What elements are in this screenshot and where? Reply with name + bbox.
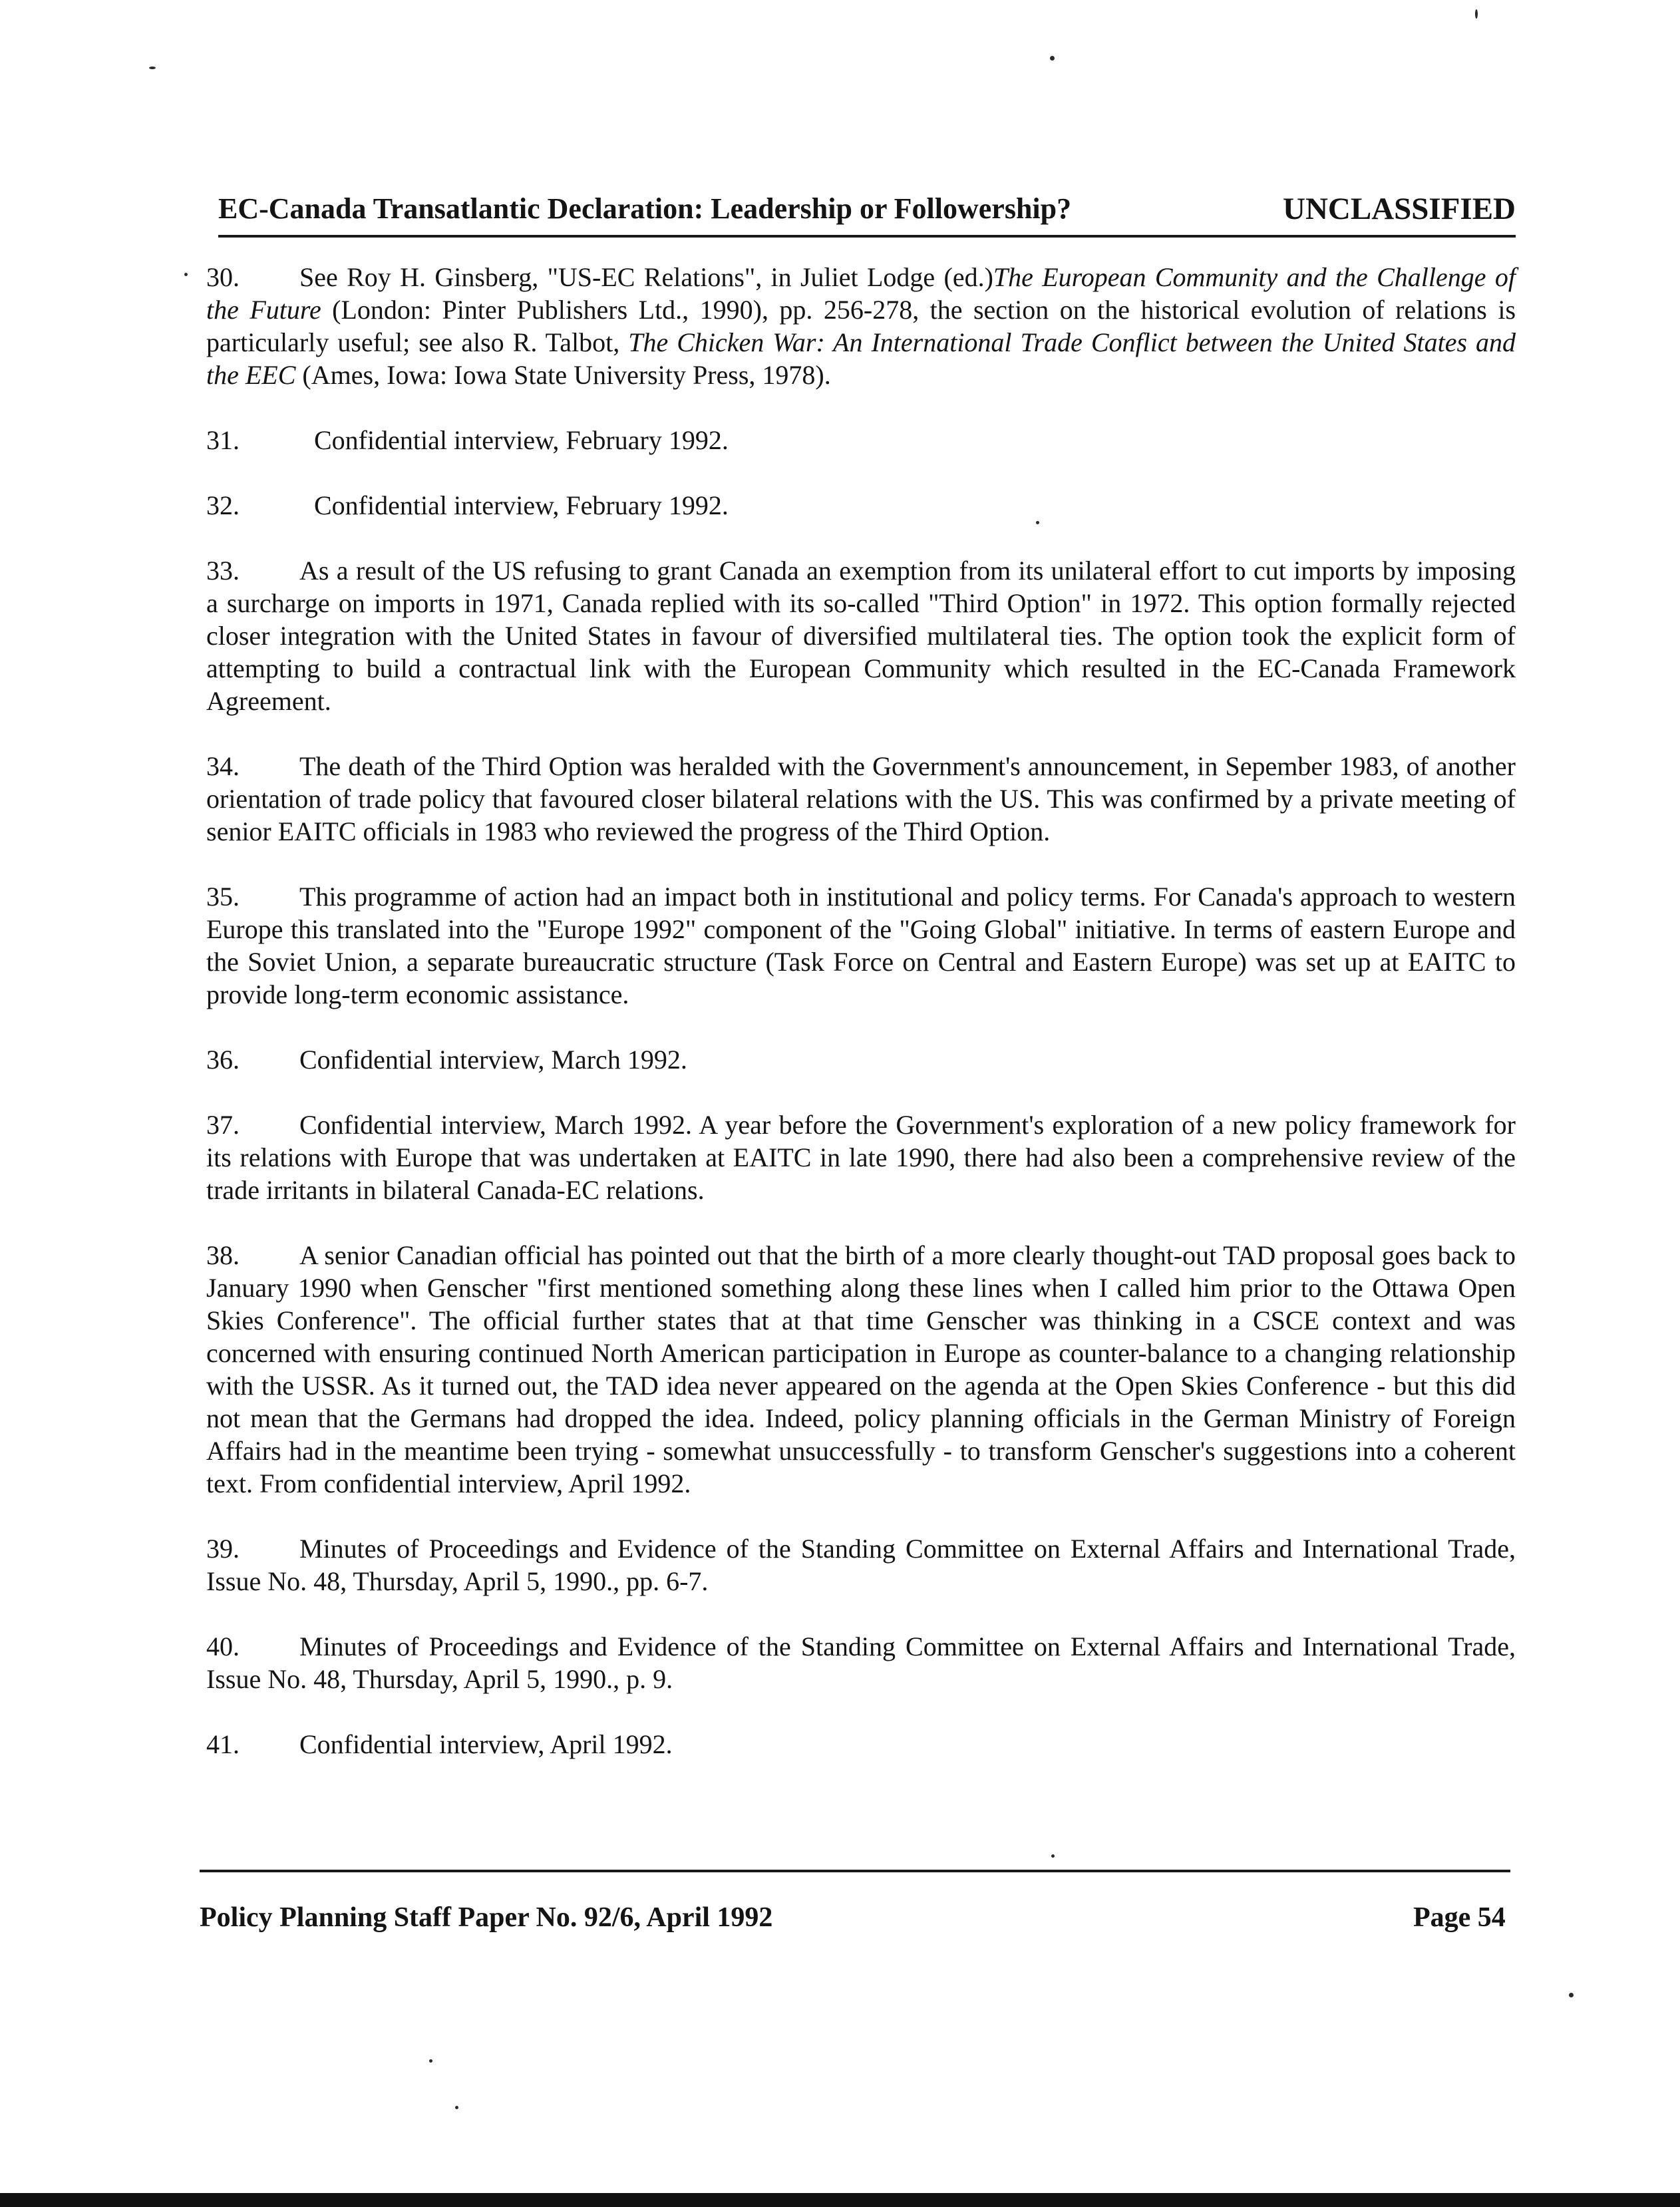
- endnote-number: 34.: [206, 751, 240, 781]
- endnote-text: Minutes of Proceedings and Evidence of the Standing Committee on External Affairs and International Trade, Issue No. 48, Thursday, April 5, 1990., p. 9.: [206, 1631, 1516, 1694]
- endnote-30: [206, 261, 1516, 391]
- scan-speck: [1475, 9, 1478, 19]
- endnote-40: [206, 1630, 1516, 1695]
- endnote-33: [206, 554, 1516, 717]
- scan-speck: [149, 67, 156, 69]
- endnote-number: 30.: [206, 262, 240, 292]
- scan-bottom-edge: [0, 2193, 1680, 2207]
- endnote-text: The death of the Third Option was heralded with the Government's announcement, in Sepember 1983, of another orientation of trade policy that favoured closer bilateral relations with the US. This was confirmed by a private meeting of senior EAITC officials in 1983 who reviewed the progress of the Third Option.: [206, 751, 1516, 846]
- classification-label: UNCLASSIFIED: [1283, 192, 1516, 226]
- endnote-text: See Roy H. Ginsberg, "US-EC Relations", in Juliet Lodge (ed.): [299, 262, 993, 292]
- endnote-32: [206, 489, 1516, 522]
- endnote-number: 35.: [206, 882, 240, 912]
- endnote-text: (Ames, Iowa: Iowa State University Press, 1978).: [295, 360, 831, 390]
- endnote-text: As a result of the US refusing to grant Canada an exemption from its unilateral effort to cut imports by imposing a surcharge on imports in 1971, Canada replied with its so-called "Third Option" in 1972. This option formally rejected closer integration with the United States in favour of diversified multilateral ties. The option took the explicit form of attempting to build a contractual link with the European Community which resulted in the EC-Canada Framework Agreement.: [206, 556, 1516, 716]
- scan-speck: [1051, 1854, 1055, 1858]
- endnote-number: 31.: [206, 425, 240, 455]
- endnote-text: This programme of action had an impact both in institutional and policy terms. For Canada's approach to western Europe this translated into the "Europe 1992" component of the "Going Global" initiative. In terms of eastern Europe and the Soviet Union, a separate bureaucratic structure (Task Force on Central and Eastern Europe) was set up at EAITC to provide long-term economic assistance.: [206, 882, 1516, 1009]
- endnote-text: Confidential interview, February 1992.: [314, 425, 729, 455]
- endnote-text: (London: Pinter Publishers Ltd., 1990), pp. 256-278, the section on the historical evolution of relations is particularly useful; see also R. Talbot,: [206, 295, 1516, 357]
- page-header: [218, 188, 1516, 238]
- endnote-number: 40.: [206, 1631, 240, 1661]
- endnote-34: [206, 750, 1516, 848]
- book-title: The European Community and the Challenge of the Future: [206, 262, 1516, 325]
- endnote-text: Confidential interview, March 1992. A year before the Government's exploration of a new policy framework for its relations with Europe that was undertaken at EAITC in late 1990, there had also been a comprehensive review of the trade irritants in bilateral Canada-EC relations.: [206, 1110, 1516, 1205]
- endnote-text: Minutes of Proceedings and Evidence of the Standing Committee on External Affairs and International Trade, Issue No. 48, Thursday, April 5, 1990., pp. 6-7.: [206, 1534, 1516, 1596]
- endnote-number: 41.: [206, 1729, 240, 1759]
- endnote-39: [206, 1532, 1516, 1598]
- endnote-36: [206, 1043, 1516, 1076]
- endnote-38: [206, 1239, 1516, 1500]
- footer-divider: [200, 1870, 1510, 1872]
- book-title: The Chicken War: An International Trade Conflict between the United States and the EEC: [206, 327, 1516, 390]
- scan-speck: [429, 2059, 432, 2063]
- endnote-text: Confidential interview, February 1992.: [314, 490, 729, 520]
- endnote-number: 36.: [206, 1045, 240, 1075]
- endnote-37: [206, 1108, 1516, 1206]
- scan-speck: [1050, 56, 1055, 61]
- scan-speck: [455, 2106, 458, 2109]
- endnote-text: A senior Canadian official has pointed out that the birth of a more clearly thought-out TAD proposal goes back to January 1990 when Genscher "first mentioned something along these lines when I called him prior to the Ottawa Open Skies Conference". The official further states that at that time Genscher was thinking in a CSCE context and was concerned with ensuring continued North American participation in Europe as counter-balance to a changing relationship with the USSR. As it turned out, the TAD idea never appeared on the agenda at the Open Skies Conference - but this did not mean that the Germans had dropped the idea. Indeed, policy planning officials in the German Ministry of Foreign Affairs had in the meantime been trying - somewhat unsuccessfully - to transform Genscher's suggestions into a coherent text. From confidential interview, April 1992.: [206, 1240, 1516, 1498]
- endnote-number: 32.: [206, 490, 240, 520]
- endnote-35: [206, 880, 1516, 1011]
- endnote-41: [206, 1728, 1516, 1761]
- endnote-number: 39.: [206, 1534, 240, 1564]
- endnote-text: Confidential interview, March 1992.: [299, 1045, 687, 1075]
- endnotes-list: [206, 261, 1516, 1793]
- endnote-number: 38.: [206, 1240, 240, 1270]
- scan-speck: [1036, 521, 1039, 524]
- page-number: Page 54: [1413, 1902, 1506, 1933]
- footer-paper-reference: Policy Planning Staff Paper No. 92/6, April 1992: [200, 1902, 773, 1933]
- scan-speck: [1569, 1993, 1574, 1997]
- header-title: EC-Canada Transatlantic Declaration: Leadership or Followership?: [218, 192, 1072, 225]
- endnote-31: [206, 424, 1516, 456]
- scan-speck: [184, 273, 188, 276]
- endnote-number: 33.: [206, 556, 240, 586]
- endnote-text: Confidential interview, April 1992.: [299, 1729, 673, 1759]
- endnote-number: 37.: [206, 1110, 240, 1140]
